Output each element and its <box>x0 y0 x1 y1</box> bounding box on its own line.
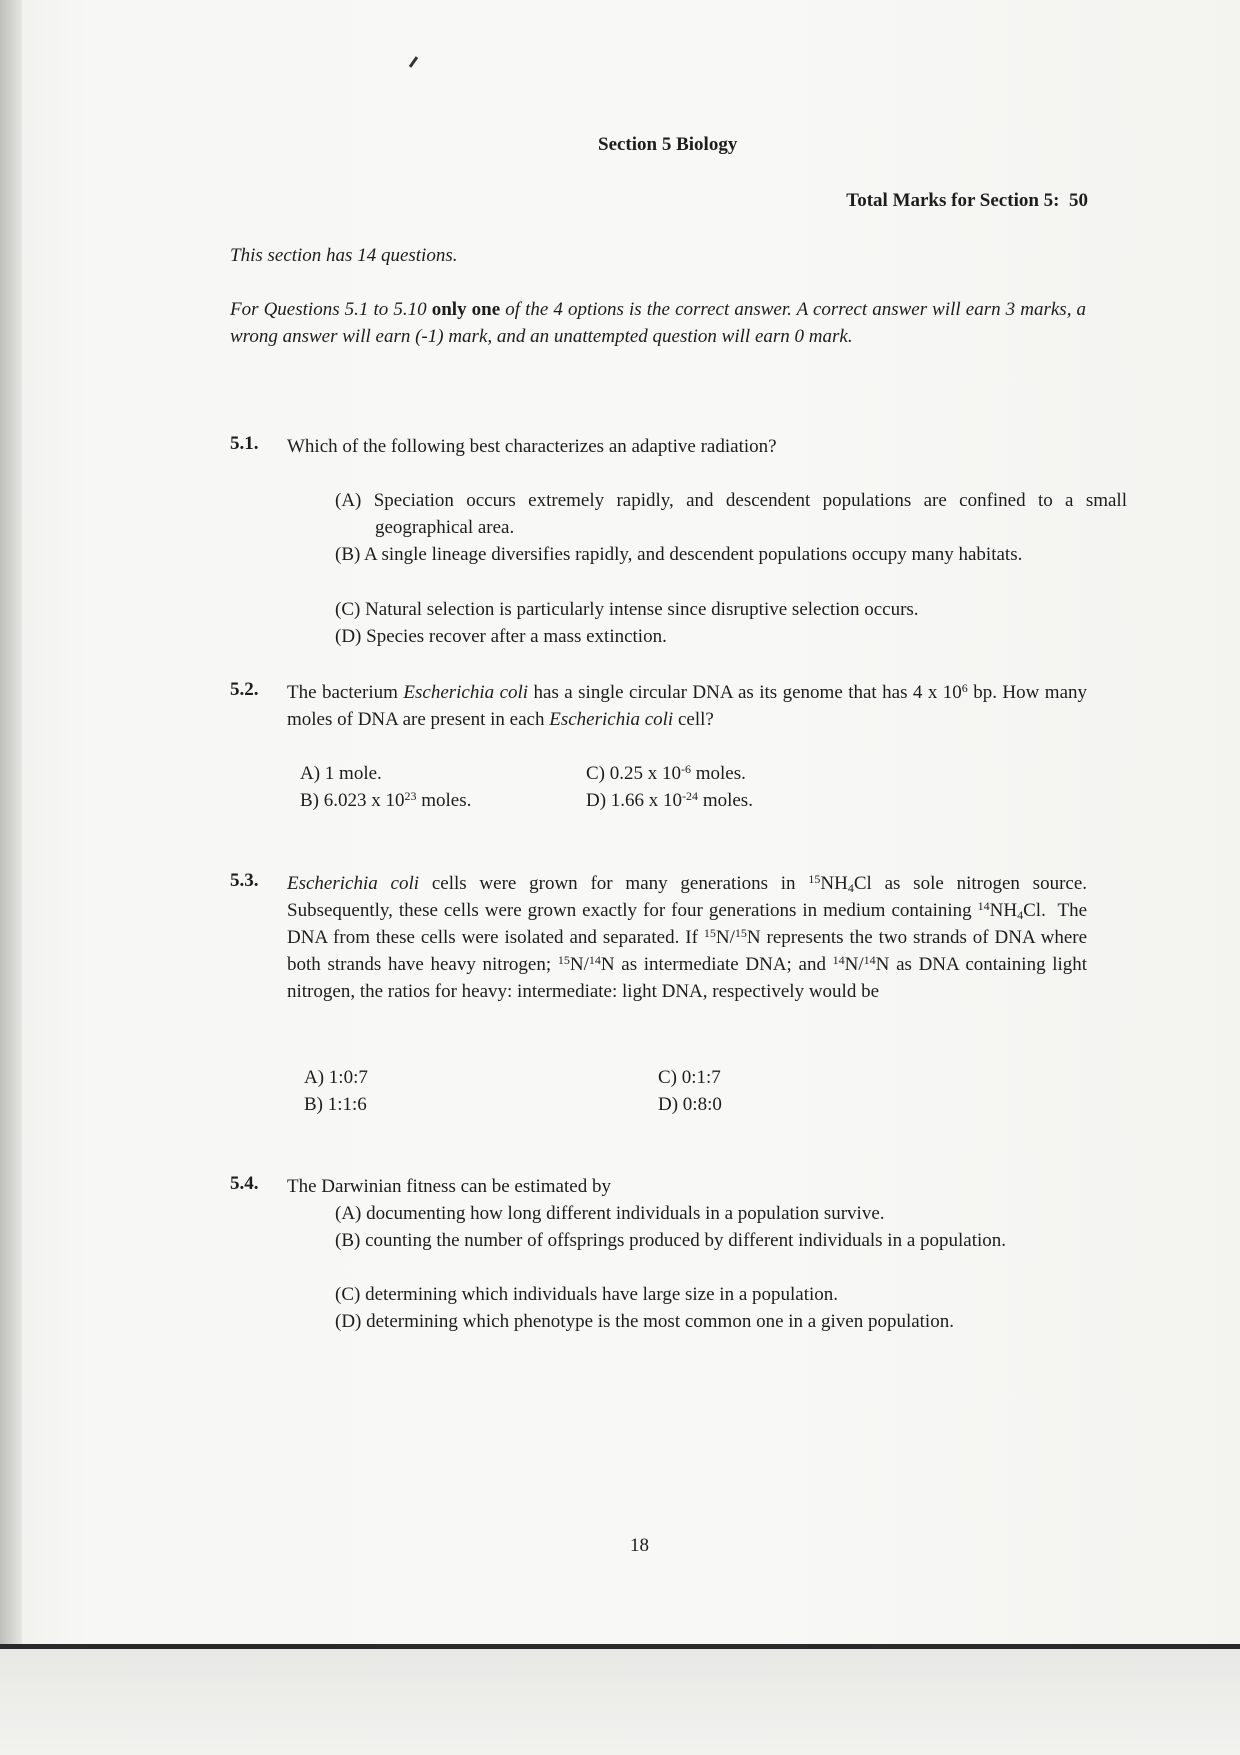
option-b <box>300 787 471 814</box>
exponent: -6 <box>681 762 691 776</box>
text-run: as DNA containing light nitrogen, the ratios for heavy: intermediate: light DNA, respectively would be <box>287 954 1088 1002</box>
question-text: Which of the following best characterizes an adaptive radiation? <box>287 436 777 457</box>
exponent: 23 <box>404 789 417 803</box>
question-number: 5.1. <box>230 433 259 454</box>
text-run: C) 0.25 x 10 <box>586 763 681 784</box>
separator: / <box>858 954 864 975</box>
separator: / <box>583 954 589 975</box>
exponent: 6 <box>961 681 968 695</box>
compound: NH <box>989 900 1018 921</box>
compound: Cl <box>1023 900 1042 921</box>
option-c: C) 0:1:7 <box>658 1067 721 1088</box>
page-number: 18 <box>630 1535 649 1556</box>
total-marks-value: 50 <box>1069 190 1088 211</box>
species-name: Escherichia coli <box>287 873 420 894</box>
instructions-suffix: of the 4 options is the correct answer. A correct answer will earn 3 marks, a wrong answer will earn (-1) mark, and an unattempted question will earn 0 mark. <box>230 299 1087 347</box>
text-run: as intermediate DNA; and <box>621 954 826 975</box>
subscript: 4 <box>1017 908 1024 922</box>
option-b: B) 1:1:6 <box>304 1094 367 1115</box>
option-a: A) 1 mole. <box>300 763 382 784</box>
text-run: as sole nitrogen source. Subsequently, these cells were grown exactly for four generations in medium containing <box>287 873 1088 921</box>
element: N <box>875 954 890 975</box>
question-number: 5.4. <box>230 1173 259 1194</box>
isotope-mass: 14 <box>863 953 876 967</box>
text-run: bp. How many moles of DNA are present in each <box>287 682 1087 730</box>
isotope-mass: 14 <box>832 953 845 967</box>
option-a: A) 1:0:7 <box>304 1067 368 1088</box>
species-name: Escherichia coli <box>549 709 674 730</box>
option-d: (D) Species recover after a mass extinction. <box>335 626 667 647</box>
option-c: (C) determining which individuals have large size in a population. <box>335 1284 839 1305</box>
instructions-bold: only one <box>431 299 501 320</box>
question-text: Escherichia coli cells were grown for many generations in $^{15}NH_4Cl$ as sole nitrogen source. Subsequently, these cells were grown exactly for four generations in medium containing $^{14}NH_4Cl$. The DNA from these cells were isolated and separated. If $^{15}$N/$^{15}$N represents the two strands of DNA where both strands have heavy nitrogen; $^{15}$N/$^{14}$N as intermediate DNA; and $^{14}$N/$^{14}$N as DNA containing light nitrogen, the ratios for heavy: intermediate: light DNA, respectively would be <box>287 872 1088 1002</box>
question-text: The Darwinian fitness can be estimated by <box>287 1176 611 1197</box>
option-c <box>586 760 746 787</box>
isotope-mass: 15 <box>808 872 821 886</box>
text-run: The bacterium <box>287 682 398 703</box>
text-run: has a single circular DNA as its genome that has 4 x 10 <box>533 682 962 703</box>
element: N <box>569 954 584 975</box>
element: N <box>746 927 761 948</box>
question-text <box>287 679 1087 733</box>
text-run: cell? <box>677 709 714 730</box>
isotope-mass: 15 <box>557 953 570 967</box>
compound: NH <box>820 873 848 894</box>
species-name: Escherichia coli <box>403 682 529 703</box>
option-a: (A) Speciation occurs extremely rapidly, and descendent populations are confined to a small geographical area. <box>335 490 1127 538</box>
text-run: D) 1.66 x 10 <box>586 790 683 811</box>
element: N <box>600 954 615 975</box>
option-d <box>586 787 753 814</box>
isotope-mass: 14 <box>977 899 990 913</box>
option-c: (C) Natural selection is particularly intense since disruptive selection occurs. <box>335 599 919 620</box>
instructions-prefix: For Questions 5.1 to 5.10 <box>230 299 427 320</box>
compound: Cl <box>853 873 872 894</box>
option-d: (D) determining which phenotype is the most common one in a given population. <box>335 1311 954 1332</box>
subscript: 4 <box>847 881 854 895</box>
page-sheet <box>14 0 1240 1650</box>
question-number: 5.3. <box>230 870 259 891</box>
question-count-note: This section has 14 questions. <box>230 245 458 266</box>
instructions <box>230 296 1086 350</box>
exponent: -24 <box>682 789 699 803</box>
text-run: moles. <box>695 763 746 784</box>
option-d: D) 0:8:0 <box>658 1094 722 1115</box>
section-title: Section 5 Biology <box>598 134 738 155</box>
text-run: cells were grown for many generations in <box>431 873 796 894</box>
question-number: 5.2. <box>230 679 259 700</box>
text-run: moles. <box>421 790 472 811</box>
scanner-background <box>0 1649 1240 1755</box>
isotope-mass: 14 <box>588 953 601 967</box>
separator: / <box>729 927 735 948</box>
option-b: (B) counting the number of offsprings produced by different individuals in a population. <box>335 1230 1007 1251</box>
element: N <box>844 954 859 975</box>
text-run: B) 6.023 x 10 <box>300 790 405 811</box>
total-marks <box>846 190 1088 212</box>
isotope-mass: 15 <box>703 926 716 940</box>
text-run: moles. <box>702 790 753 811</box>
isotope-mass: 15 <box>734 926 747 940</box>
text-run: represents the two strands of DNA where both strands have heavy nitrogen; <box>287 927 1088 975</box>
total-marks-label: Total Marks for Section 5: <box>846 190 1060 211</box>
option-b: (B) A single lineage diversifies rapidly, and descendent populations occupy many habitats. <box>335 544 1023 565</box>
element: N <box>715 927 730 948</box>
text-run: The DNA from these cells were isolated and separated. If <box>287 900 1088 948</box>
option-a: (A) documenting how long different individuals in a population survive. <box>335 1203 885 1224</box>
